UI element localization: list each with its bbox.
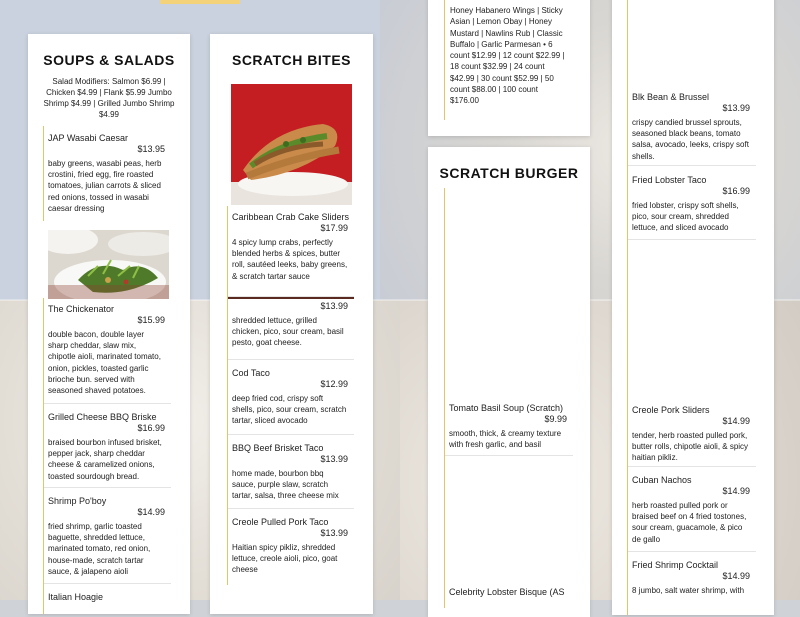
menu-item-name: Grilled Cheese BBQ Briske <box>48 412 157 422</box>
menu-item-description: deep fried cod, crispy soft shells, pico, sour cream, scratch tartar, sliced avocado <box>232 394 347 426</box>
menu-item-description: tender, herb roasted pulled pork, butter rolls, chipotle aioli, & spicy haitian pikliz. <box>632 431 749 463</box>
menu-card-wings <box>428 0 590 136</box>
menu-item-price: $13.99 <box>320 301 348 311</box>
card-title: SOUPS & SALADS <box>43 52 175 68</box>
menu-item[interactable] <box>228 435 354 509</box>
menu-item-price: $12.99 <box>320 379 348 389</box>
menu-card-soups-salads <box>28 34 190 614</box>
menu-item-price: $14.99 <box>722 486 750 496</box>
menu-item-list <box>444 188 573 608</box>
menu-item-name: Cuban Nachos <box>632 475 692 485</box>
menu-item-price: $14.99 <box>137 507 165 517</box>
menu-item-list <box>227 206 354 585</box>
menu-item-description: baby greens, wasabi peas, herb crostini, fried egg, fire roasted tomatoes, julian carrots & sliced red onions, tossed in wasabi caesar dressing <box>48 159 162 213</box>
menu-item[interactable] <box>228 206 354 297</box>
menu-item[interactable] <box>228 509 354 585</box>
menu-item-name: JAP Wasabi Caesar <box>48 133 129 143</box>
menu-item-name: Blk Bean & Brussel <box>632 92 710 102</box>
crab-sliders-photo <box>231 84 352 205</box>
menu-item[interactable] <box>628 166 756 240</box>
top-accent-tab <box>160 0 240 4</box>
menu-item-price: $9.99 <box>544 414 567 424</box>
menu-item[interactable] <box>628 552 756 602</box>
menu-item-price: $13.99 <box>722 103 750 113</box>
menu-item-description: 4 spicy lump crabs, perfectly blended herbs & spices, butter roll, sautéed leeks, baby greens, & scratch tartar sauce <box>232 238 348 281</box>
card-title: SCRATCH BURGER <box>439 165 579 181</box>
menu-item-list <box>444 0 573 120</box>
menu-item-description: crispy candied brussel sprouts, seasoned black beans, tomato salsa, avocado, leeks, crispy soft shells. <box>632 118 749 161</box>
menu-item[interactable] <box>44 488 171 584</box>
menu-item[interactable] <box>44 126 171 221</box>
menu-item-price: $14.99 <box>722 571 750 581</box>
menu-item-description: herb roasted pulled pork or braised beef on 4 fried tostones, sour cream, guacamole, & pico de gallo <box>632 501 747 544</box>
menu-item[interactable] <box>228 360 354 435</box>
menu-item-price: $17.99 <box>320 223 348 233</box>
menu-item-name: Celebrity Lobster Bisque (AS <box>449 587 565 597</box>
menu-item-description: double bacon, double layer sharp cheddar, slaw mix, chipotle aioli, marinated tomato, onion, pickles, toasted garlic brioche bun. served with seasoned shaved potatoes. <box>48 330 161 396</box>
menu-item-name: Creole Pork Sliders <box>632 405 710 415</box>
menu-item-price: $16.99 <box>137 423 165 433</box>
menu-item-name: Fried Shrimp Cocktail <box>632 560 719 570</box>
menu-item-name: Tomato Basil Soup (Scratch) <box>449 403 564 413</box>
menu-item-description: fried lobster, crispy soft shells, pico, sour cream, shredded lettuce, and sliced avocado <box>632 201 739 233</box>
menu-item-description: 8 jumbo, salt water shrimp, with <box>632 586 745 595</box>
menu-item[interactable] <box>628 467 756 552</box>
menu-item-price: $13.99 <box>320 528 348 538</box>
menu-item-price: $15.99 <box>137 315 165 325</box>
menu-item-name: Cod Taco <box>232 368 270 378</box>
menu-item[interactable] <box>445 586 573 616</box>
menu-item[interactable] <box>628 400 756 467</box>
menu-item[interactable] <box>228 297 354 360</box>
menu-item-description: fried shrimp, garlic toasted baguette, shredded lettuce, marinated tomato, red onion, house-made, scratch tartar sauce, & jalapeno aioli <box>48 522 151 576</box>
menu-item-price: $16.99 <box>722 186 750 196</box>
menu-item[interactable] <box>44 298 171 404</box>
menu-item[interactable] <box>44 404 171 488</box>
menu-item-name: Caribbean Crab Cake Sliders <box>232 212 350 222</box>
menu-card-right-column <box>612 0 774 615</box>
menu-item-description: shredded lettuce, grilled chicken, pico, sour cream, basil pesto, goat cheese. <box>232 316 344 348</box>
menu-item-price: $13.95 <box>137 144 165 154</box>
menu-item[interactable] <box>44 584 171 614</box>
menu-item-name: The Chickenator <box>48 304 115 314</box>
wings-description: Honey Habanero Wings | Sticky Asian | Lemon Obay | Honey Mustard | Nawlins Rub | Classic Buffalo | Garlic Parmesan • 6 count $12.99 | 12 count $22.99 | 18 count $32.99 | 24 count $42.99 | 30 count $52.99 | 50 count $88.00 | 100 count $176.00 <box>450 6 565 106</box>
menu-card-scratch-bites <box>210 34 373 614</box>
menu-item-description: Haitian spicy pikliz, shredded lettuce, creole aioli, pico, goat cheese <box>232 543 338 575</box>
menu-item-description: smooth, thick, & creamy texture with fresh garlic, and basil <box>449 429 562 450</box>
menu-item-name: Creole Pulled Pork Taco <box>232 517 329 527</box>
menu-item[interactable] <box>628 88 756 166</box>
menu-item-price: $13.99 <box>320 454 348 464</box>
menu-item-price: $14.99 <box>722 416 750 426</box>
menu-item-name: BBQ Beef Brisket Taco <box>232 443 324 453</box>
menu-item-list <box>627 0 756 615</box>
menu-item-name: Italian Hoagie <box>48 592 104 602</box>
card-title: SCRATCH BITES <box>231 52 352 68</box>
menu-item[interactable] <box>445 398 573 456</box>
menu-item-description: braised bourbon infused brisket, pepper jack, sharp cheddar cheese & caramelized onions, toasted sourdough bread. <box>48 438 162 481</box>
menu-card-scratch-burger <box>428 147 590 617</box>
salad-modifiers: Salad Modifiers: Salmon $6.99 | Chicken $4.99 | Flank $5.99 Jumbo Shrimp $4.99 | Grilled Jumbo Shrimp $4.99 <box>43 77 175 119</box>
menu-item-name: Shrimp Po'boy <box>48 496 107 506</box>
menu-item-list <box>43 126 171 221</box>
menu-item-list-2 <box>43 298 171 614</box>
salad-photo <box>48 230 169 299</box>
menu-item-name: Fried Lobster Taco <box>632 175 707 185</box>
menu-item-description: home made, bourbon bbq sauce, purple slaw, scratch tartar, salsa, three cheese mix <box>232 469 339 501</box>
